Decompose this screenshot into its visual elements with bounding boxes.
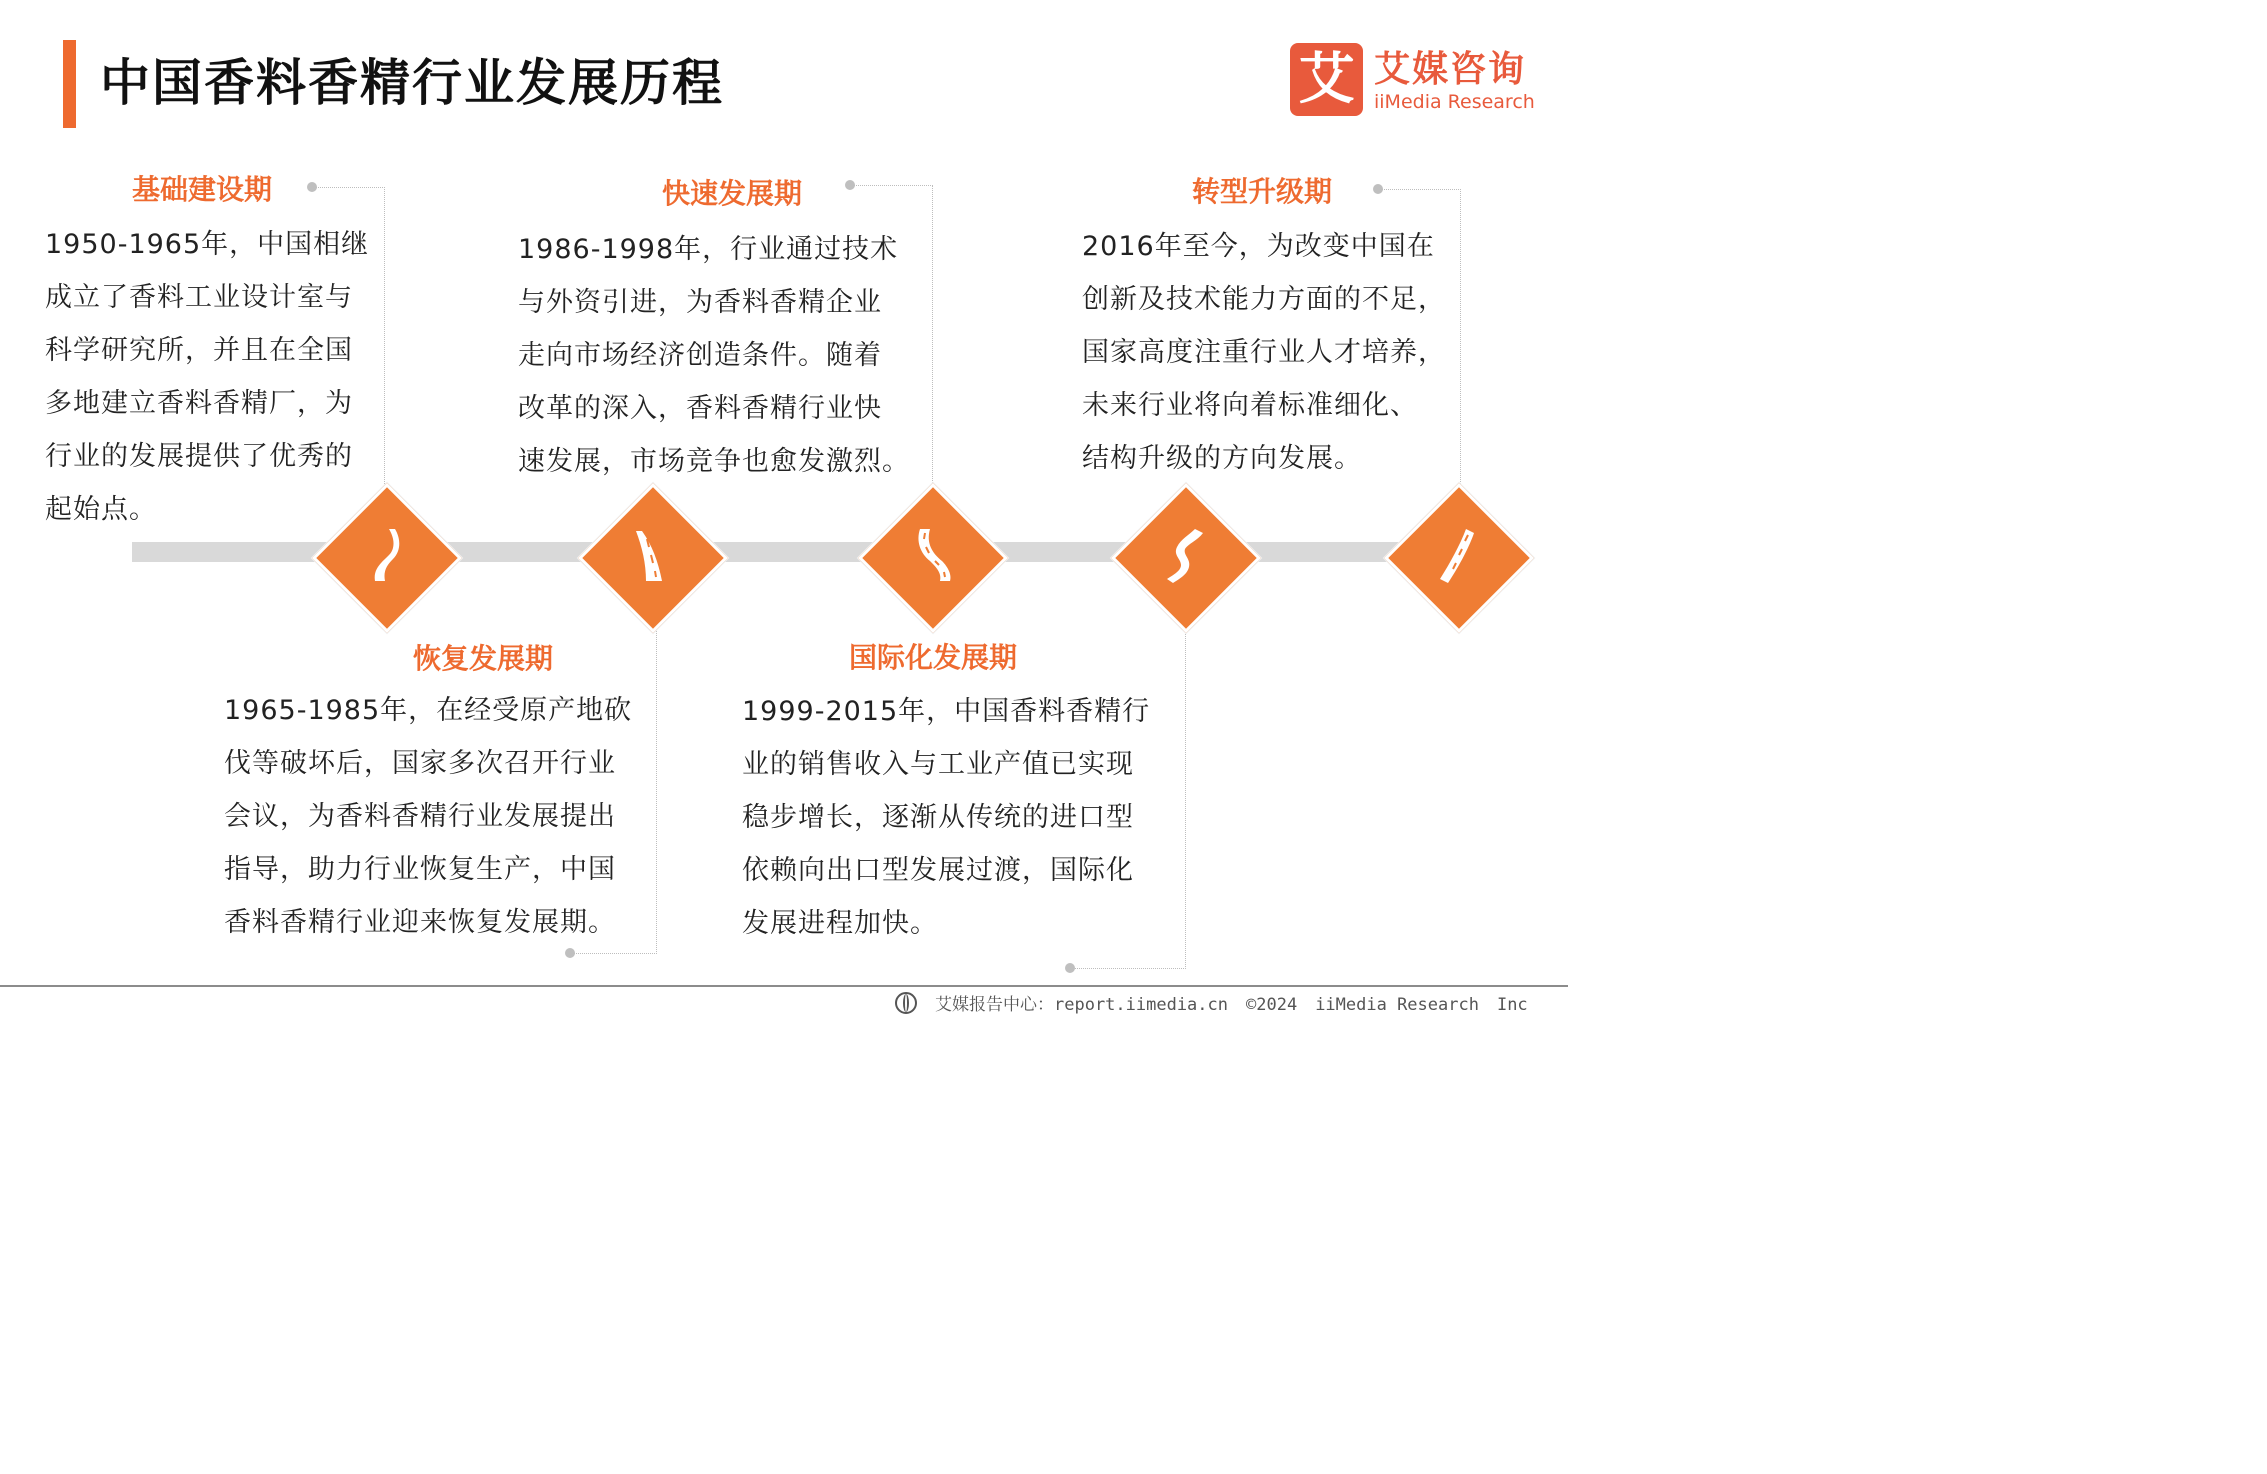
period-5-line: 未来行业将向着标准细化、 xyxy=(1082,390,1418,421)
period-2-line: 香料香精行业迎来恢复发展期。 xyxy=(224,907,616,938)
period-1-line: 科学研究所，并且在全国 xyxy=(45,335,353,366)
period-4-line: 1999-2015年，中国香料香精行 xyxy=(742,696,1151,727)
footer-suffix: Inc xyxy=(1496,995,1528,1015)
period-title-3: 快速发展期 xyxy=(662,177,803,210)
period-2-line: 1965-1985年，在经受原产地砍 xyxy=(224,695,633,726)
footer-copyright: ©2024 xyxy=(1246,995,1298,1015)
page-title: 中国香料香精行业发展历程 xyxy=(100,54,724,112)
period-5-line: 结构升级的方向发展。 xyxy=(1082,443,1362,474)
period-4-line: 业的销售收入与工业产值已实现 xyxy=(742,749,1134,780)
period-5-line: 国家高度注重行业人才培养， xyxy=(1082,337,1446,368)
period-title-1: 基础建设期 xyxy=(132,173,273,206)
footer-divider xyxy=(0,985,1568,987)
period-3-line: 改革的深入，香料香精行业快 xyxy=(518,393,882,424)
connector-dot-2 xyxy=(565,948,575,958)
period-2-line: 伐等破坏后，国家多次召开行业 xyxy=(224,748,616,779)
period-title-5: 转型升级期 xyxy=(1192,175,1333,208)
period-1-line: 1950-1965年，中国相继 xyxy=(45,229,370,260)
logo-name-cn: 艾媒咨询 xyxy=(1374,49,1527,90)
period-text-3 xyxy=(518,223,910,488)
period-title-4: 国际化发展期 xyxy=(849,641,1018,674)
period-1-line: 起始点。 xyxy=(45,494,157,525)
period-2-line: 指导，助力行业恢复生产，中国 xyxy=(224,854,616,885)
road-straight-icon xyxy=(1428,525,1488,585)
title-accent-bar xyxy=(63,40,76,128)
period-3-line: 走向市场经济创造条件。随着 xyxy=(518,340,882,371)
road-bend-icon xyxy=(902,525,962,585)
period-3-line: 1986-1998年，行业通过技术 xyxy=(518,234,899,265)
period-1-line: 成立了香料工业设计室与 xyxy=(45,282,353,313)
logo-mark-icon: 艾 xyxy=(1290,43,1363,116)
footer-company: iiMedia Research xyxy=(1315,995,1479,1015)
period-5-line: 2016年至今，为改变中国在 xyxy=(1082,231,1435,262)
road-s-curve-icon xyxy=(1155,525,1215,585)
footer-source[interactable]: 艾媒报告中心：report.iimedia.cn xyxy=(935,995,1228,1015)
connector-dot-5 xyxy=(1373,184,1383,194)
connector-dot-3 xyxy=(845,180,855,190)
logo xyxy=(1290,43,1550,118)
period-3-line: 与外资引进，为香料香精企业 xyxy=(518,287,882,318)
period-text-4 xyxy=(742,685,1150,950)
connector-dot-4 xyxy=(1065,963,1075,973)
period-2-line: 会议，为香料香精行业发展提出 xyxy=(224,801,616,832)
period-3-line: 速发展，市场竞争也愈发激烈。 xyxy=(518,446,910,477)
connector-dot-1 xyxy=(307,182,317,192)
period-text-1 xyxy=(45,218,369,536)
footer xyxy=(895,990,1546,1015)
period-text-5 xyxy=(1082,220,1446,485)
period-1-line: 多地建立香料香精厂，为 xyxy=(45,388,353,419)
period-text-2 xyxy=(224,684,632,949)
road-perspective-icon xyxy=(622,525,682,585)
period-title-2: 恢复发展期 xyxy=(413,642,554,675)
period-5-line: 创新及技术能力方面的不足， xyxy=(1082,284,1446,315)
logo-name-en: iiMedia Research xyxy=(1374,91,1535,113)
period-4-line: 依赖向出口型发展过渡，国际化 xyxy=(742,855,1134,886)
globe-icon xyxy=(895,992,917,1014)
period-4-line: 发展进程加快。 xyxy=(742,908,938,939)
period-4-line: 稳步增长，逐渐从传统的进口型 xyxy=(742,802,1134,833)
period-1-line: 行业的发展提供了优秀的 xyxy=(45,441,353,472)
